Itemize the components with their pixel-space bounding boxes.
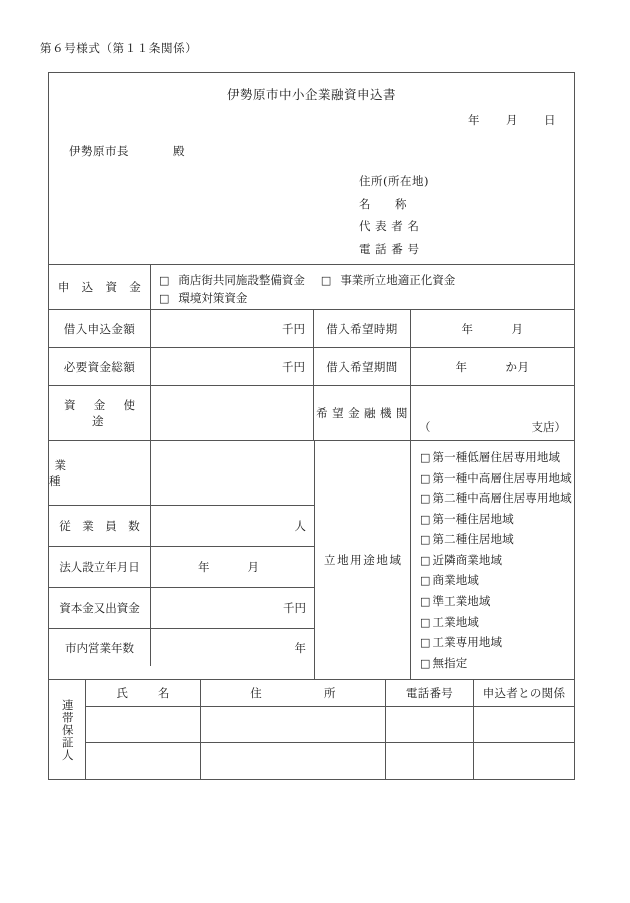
checkbox-icon[interactable]: □ <box>159 291 170 305</box>
years-in-city-input[interactable] <box>151 629 314 666</box>
fund-use-row <box>49 386 574 441</box>
company-and-zoning-row <box>49 441 574 680</box>
loan-time-label: 借入希望時期 <box>314 310 411 347</box>
guarantor-name-input[interactable] <box>86 743 201 779</box>
applicant-address-label: 住所(所在地) <box>359 174 429 188</box>
guarantor-table <box>86 680 574 779</box>
guarantor-col-relation: 申込者との関係 <box>482 686 566 701</box>
applicant-fields <box>359 173 429 263</box>
capital-label: 資本金又出資金 <box>49 588 151 628</box>
fund-use-input[interactable] <box>151 386 314 440</box>
loan-time-month-label: 月 <box>511 321 524 336</box>
fund-use-label: 資 金 使 途 <box>49 386 151 440</box>
branch-line <box>419 419 566 435</box>
branch-open-paren: （ <box>419 420 431 434</box>
company-info-block <box>49 441 314 679</box>
loan-period-year-label: 年 <box>455 359 468 374</box>
date-day-label: 日 <box>544 113 556 127</box>
zoning-option-10[interactable] <box>420 653 574 674</box>
industry-label: 業 種 <box>49 441 151 505</box>
checkbox-icon[interactable]: □ <box>420 636 431 650</box>
loan-amount-unit: 千円 <box>282 321 305 336</box>
guarantor-col-address <box>201 680 386 706</box>
years-in-city-label: 市内営業年数 <box>49 629 151 666</box>
guarantor-tel-input[interactable] <box>386 707 474 742</box>
guarantor-side-label-text: 連帯保証人 <box>60 698 75 762</box>
date-line <box>468 112 556 128</box>
table-row <box>86 707 574 743</box>
guarantor-col-tel: 電話番号 <box>386 680 474 706</box>
zoning-option-label: 第一種低層住居専用地域 <box>432 450 561 464</box>
zoning-option-label: 無指定 <box>432 655 468 670</box>
zoning-option-9[interactable] <box>420 632 574 653</box>
industry-row <box>49 441 314 506</box>
zoning-option-label: 工業地域 <box>432 614 479 629</box>
guarantor-address-input[interactable] <box>201 743 386 779</box>
checkbox-icon[interactable]: □ <box>420 512 431 526</box>
zoning-option-label: 第一種中高層住居専用地域 <box>432 470 572 485</box>
employees-input[interactable] <box>151 506 314 546</box>
zoning-option-label: 第二種住居地域 <box>432 532 514 547</box>
fund-type-row <box>49 265 574 310</box>
zoning-option-label: 商業地域 <box>432 573 479 588</box>
checkbox-icon[interactable]: □ <box>320 274 332 287</box>
zoning-option-4[interactable] <box>420 529 574 550</box>
zoning-label: 立地用途地域 <box>314 441 411 679</box>
founded-label: 法人設立年月日 <box>49 547 151 587</box>
capital-input[interactable] <box>151 588 314 628</box>
checkbox-icon[interactable]: □ <box>420 553 431 567</box>
founded-month-label: 月 <box>247 560 259 574</box>
founded-input[interactable] <box>151 547 314 587</box>
checkbox-icon[interactable]: □ <box>420 656 431 670</box>
fund-type-label: 申 込 資 金 <box>49 265 151 309</box>
checkbox-icon[interactable]: □ <box>420 574 431 588</box>
loan-amount-row <box>49 310 574 348</box>
addressee-honorific: 殿 <box>173 144 185 158</box>
fund-option-kankyo: 環境対策資金 <box>178 290 248 305</box>
years-in-city-unit: 年 <box>294 640 306 655</box>
table-row <box>86 743 574 779</box>
applicant-name-label: 名 称 <box>359 196 407 211</box>
employees-unit: 人 <box>294 519 306 533</box>
loan-amount-label: 借入申込金額 <box>49 310 151 347</box>
zoning-option-label: 近隣商業地域 <box>432 552 503 567</box>
bank-label: 希 望 金 融 機 関 <box>314 386 411 440</box>
total-amount-unit: 千円 <box>282 359 305 374</box>
document-title: 伊勢原市中小企業融資申込書 <box>226 87 396 102</box>
zoning-option-7[interactable] <box>420 591 574 612</box>
industry-input[interactable] <box>151 441 314 505</box>
checkbox-icon[interactable]: □ <box>420 471 431 485</box>
zoning-option-2[interactable] <box>420 488 574 509</box>
loan-period-label: 借入希望期間 <box>314 348 411 385</box>
fund-option-jigyosho: 事業所立地適正化資金 <box>340 273 456 287</box>
employees-row <box>49 506 314 547</box>
total-amount-label: 必要資金総額 <box>49 348 151 385</box>
loan-period-input[interactable] <box>411 348 574 385</box>
fund-type-options <box>151 265 574 309</box>
employees-label: 従 業 員 数 <box>49 506 151 546</box>
guarantor-name-input[interactable] <box>86 707 201 742</box>
checkbox-icon[interactable]: □ <box>420 533 431 547</box>
applicant-representative-label: 代 表 者 名 <box>359 219 420 233</box>
checkbox-icon[interactable]: □ <box>420 492 431 506</box>
checkbox-icon[interactable]: □ <box>420 451 431 464</box>
addressee-line <box>69 143 185 159</box>
checkbox-icon[interactable]: □ <box>420 595 431 609</box>
guarantor-col-name-b: 名 <box>158 686 170 701</box>
guarantor-relation-input[interactable] <box>474 707 574 742</box>
guarantor-col-address-a: 住 <box>250 686 262 701</box>
guarantor-col-name <box>86 680 201 706</box>
zoning-option-3[interactable] <box>420 509 574 530</box>
zoning-option-8[interactable] <box>420 612 574 633</box>
guarantor-side-label <box>49 680 86 779</box>
loan-period-month-label: か月 <box>505 359 530 374</box>
founded-row <box>49 547 314 588</box>
guarantor-header-row <box>86 680 574 707</box>
addressee-name: 伊勢原市長 <box>69 144 129 158</box>
application-form-frame <box>48 72 575 780</box>
total-amount-row <box>49 348 574 386</box>
zoning-options <box>411 441 574 679</box>
guarantor-address-input[interactable] <box>201 707 386 742</box>
zoning-option-6[interactable] <box>420 570 574 591</box>
date-year-label: 年 <box>468 113 480 127</box>
form-header-block <box>49 73 574 265</box>
fund-option-shotengai: 商店街共同施設整備資金 <box>178 273 305 287</box>
form-number: 第６号様式（第１１条関係） <box>40 41 198 55</box>
years-in-city-row <box>49 629 314 666</box>
zoning-option-0[interactable] <box>420 447 574 468</box>
bank-input[interactable] <box>411 386 574 440</box>
loan-amount-input[interactable] <box>151 310 314 347</box>
applicant-phone-label: 電 話 番 号 <box>359 241 420 256</box>
capital-row <box>49 588 314 629</box>
branch-close-label: 支店） <box>531 420 566 434</box>
total-amount-input[interactable] <box>151 348 314 385</box>
guarantor-section <box>49 680 574 779</box>
zoning-option-1[interactable] <box>420 468 574 489</box>
zoning-option-label: 準工業地域 <box>432 594 491 609</box>
guarantor-tel-input[interactable] <box>386 743 474 779</box>
loan-time-year-label: 年 <box>461 321 474 336</box>
date-month-label: 月 <box>506 113 518 127</box>
zoning-option-label: 第一種住居地域 <box>432 511 514 526</box>
guarantor-col-address-b: 所 <box>324 686 336 701</box>
loan-time-input[interactable] <box>411 310 574 347</box>
founded-year-label: 年 <box>198 560 210 574</box>
zoning-option-label: 工業専用地域 <box>432 635 503 650</box>
checkbox-icon[interactable]: □ <box>159 274 170 287</box>
zoning-option-5[interactable] <box>420 550 574 571</box>
capital-unit: 千円 <box>283 601 306 615</box>
zoning-option-label: 第二種中高層住居専用地域 <box>432 491 572 506</box>
checkbox-icon[interactable]: □ <box>420 615 431 629</box>
guarantor-col-name-a: 氏 <box>116 686 128 701</box>
guarantor-relation-input[interactable] <box>474 743 574 779</box>
